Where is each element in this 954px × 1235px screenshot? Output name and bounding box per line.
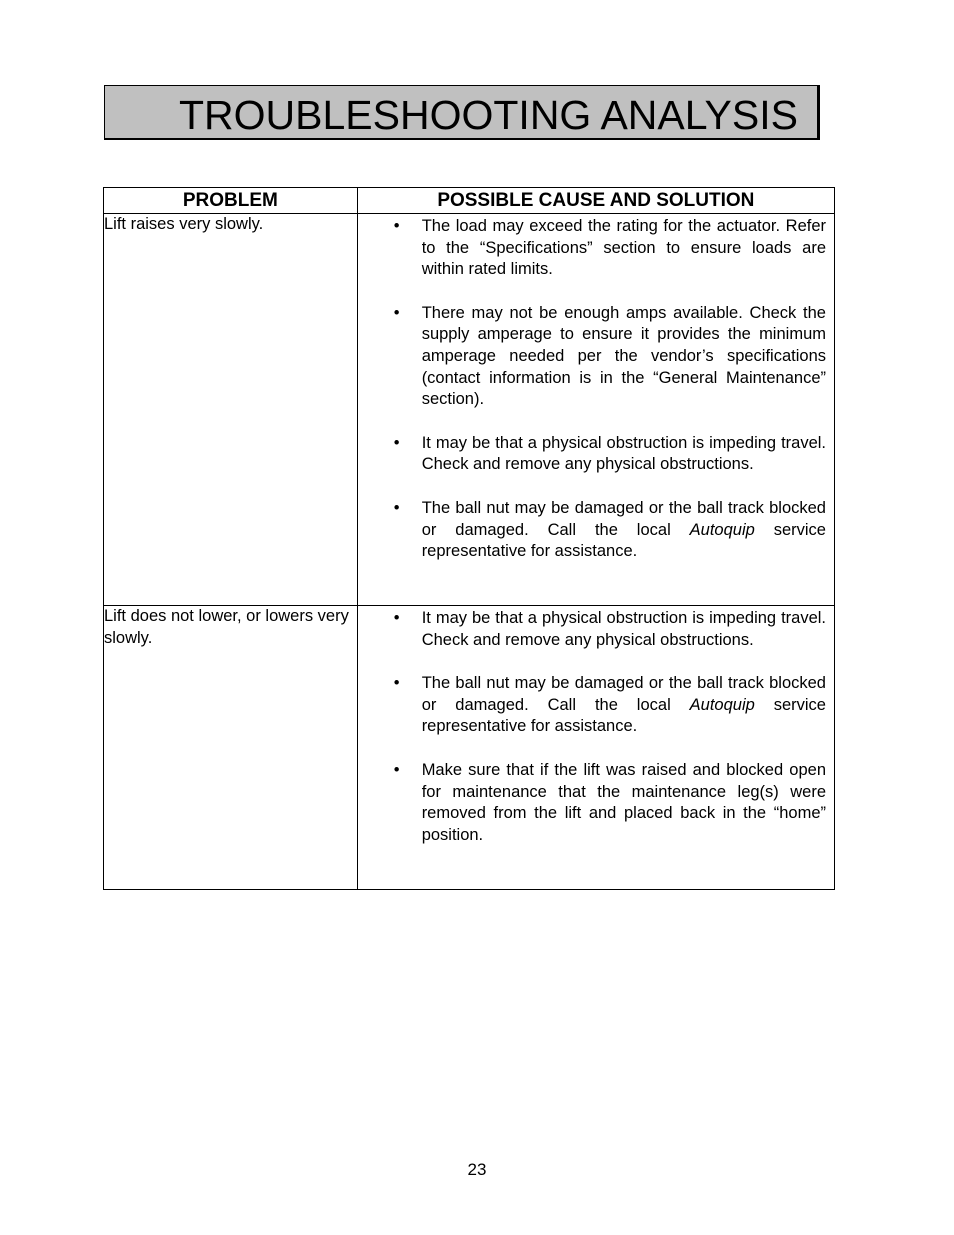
solution-text: Make sure that if the lift was raised and blocked open for maintenance that the maintenance leg(s) were removed from the lift and placed back in the “home” position. [421, 760, 826, 844]
solution-text: It may be that a physical obstruction is impeding travel. Check and remove any physical obstructions. [421, 609, 826, 649]
brand-name: Autoquip [689, 695, 755, 714]
solution-text: service representative for assistance. [421, 695, 826, 736]
troubleshooting-table [103, 187, 835, 890]
solution-text: The ball nut may be damaged or the ball track blocked or damaged. Call the local [421, 498, 826, 539]
solution-text: service representative for assistance. [421, 520, 826, 561]
solution-list [358, 606, 834, 846]
solution-item [358, 673, 826, 738]
solution-item [358, 433, 826, 476]
solution-text: The load may exceed the rating for the actuator. Refer to the “Specifications” section to ensure loads are within rated limits. [421, 217, 826, 279]
page-title: TROUBLESHOOTING ANALYSIS [179, 92, 798, 138]
solution-item [358, 498, 826, 563]
problem-cell: Lift does not lower, or lowers very slowly. [104, 606, 358, 890]
table-header-row [104, 188, 835, 214]
bullet-icon: • [393, 760, 400, 779]
bullet-icon: • [393, 498, 400, 517]
solution-cell [357, 214, 834, 606]
table-row [104, 606, 835, 890]
solution-item [358, 760, 826, 846]
bullet-icon: • [393, 433, 400, 452]
solution-cell [357, 606, 834, 890]
bullet-icon: • [393, 609, 400, 627]
header-solution: POSSIBLE CAUSE AND SOLUTION [357, 188, 834, 214]
solution-item [358, 216, 826, 281]
page-number: 23 [467, 1160, 487, 1179]
solution-list [358, 214, 834, 563]
solution-text: It may be that a physical obstruction is impeding travel. Check and remove any physical obstructions. [421, 433, 826, 474]
bullet-icon: • [393, 217, 400, 235]
solution-item [358, 608, 826, 651]
solution-item [358, 303, 826, 411]
brand-name: Autoquip [689, 520, 755, 539]
solution-text: The ball nut may be damaged or the ball track blocked or damaged. Call the local [421, 674, 826, 714]
solution-text: There may not be enough amps available. Check the supply amperage to ensure it provides the minimum amperage needed per the vendor’s specifications (contact information is in the “General Maintenance” section). [421, 303, 826, 409]
header-problem: PROBLEM [104, 188, 358, 214]
bullet-icon: • [393, 674, 400, 693]
problem-cell: Lift raises very slowly. [104, 214, 358, 606]
title-banner [104, 85, 820, 140]
bullet-icon: • [393, 303, 400, 322]
table-row [104, 214, 835, 606]
